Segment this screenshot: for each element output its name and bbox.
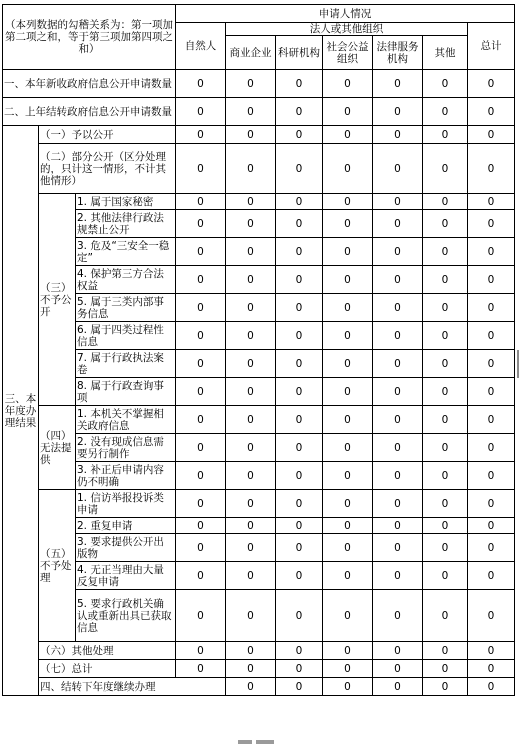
value-cell: 0: [423, 194, 468, 210]
value-cell: 0: [226, 294, 276, 322]
value-cell: 0: [226, 518, 276, 534]
value-cell: 0: [276, 462, 323, 490]
value-cell: 0: [468, 462, 515, 490]
value-cell: 0: [176, 70, 226, 98]
header-note: （本列数据的勾稽关系为：第一项加第二项之和，等于第三项加第四项之和）: [3, 5, 176, 70]
value-cell: 0: [226, 210, 276, 238]
value-cell: 0: [176, 590, 226, 642]
table-row: [3, 678, 515, 696]
value-cell: 0: [468, 490, 515, 518]
sheet-tab-marker: [238, 740, 252, 744]
value-cell: 0: [423, 294, 468, 322]
value-cell: 0: [276, 562, 323, 590]
value-cell: 0: [423, 590, 468, 642]
value-cell: 0: [226, 490, 276, 518]
value-cell: 0: [423, 678, 468, 696]
subgroup-label: （五）不予处理: [39, 490, 76, 642]
value-cell: 0: [276, 210, 323, 238]
value-cell: 0: [468, 144, 515, 194]
value-cell: 0: [176, 518, 226, 534]
row-label: （一）予以公开: [39, 126, 176, 144]
value-cell: 0: [468, 210, 515, 238]
value-cell: 0: [276, 238, 323, 266]
value-cell: 0: [468, 98, 515, 126]
table-row: [3, 378, 515, 406]
value-cell: 0: [468, 406, 515, 434]
header-sub-column: 商业企业: [226, 36, 276, 70]
value-cell: 0: [176, 378, 226, 406]
value-cell: 0: [176, 98, 226, 126]
value-cell: 0: [226, 144, 276, 194]
table-row: [3, 490, 515, 518]
value-cell: 0: [276, 98, 323, 126]
value-cell: 0: [276, 322, 323, 350]
group-label: 三、本年度办理结果: [3, 126, 39, 696]
value-cell: 0: [323, 562, 373, 590]
value-cell: 0: [176, 194, 226, 210]
value-cell: 0: [226, 378, 276, 406]
value-cell: 0: [373, 434, 423, 462]
value-cell: 0: [468, 322, 515, 350]
value-cell: 0: [176, 238, 226, 266]
value-cell: 0: [226, 98, 276, 126]
value-cell: 0: [423, 322, 468, 350]
value-cell: 0: [468, 294, 515, 322]
value-cell: 0: [423, 534, 468, 562]
value-cell: 0: [423, 660, 468, 678]
table-row: [3, 294, 515, 322]
value-cell: 0: [226, 678, 276, 696]
row-label: 1. 属于国家秘密: [76, 194, 176, 210]
value-cell: 0: [468, 562, 515, 590]
value-cell: 0: [423, 518, 468, 534]
value-cell: 0: [276, 294, 323, 322]
value-cell: 0: [323, 350, 373, 378]
value-cell: 0: [468, 434, 515, 462]
row-label: 3. 补正后申请内容仍不明确: [76, 462, 176, 490]
value-cell: 0: [176, 350, 226, 378]
value-cell: 0: [226, 534, 276, 562]
table-row: [3, 350, 515, 378]
value-cell: 0: [276, 490, 323, 518]
value-cell: 0: [423, 378, 468, 406]
table-row: [3, 660, 515, 678]
value-cell: 0: [276, 534, 323, 562]
table-row: [3, 322, 515, 350]
value-cell: 0: [176, 322, 226, 350]
table-row: [3, 590, 515, 642]
header-sub-column: 社会公益组织: [323, 36, 373, 70]
value-cell: 0: [226, 322, 276, 350]
row-label: 一、本年新收政府信息公开申请数量: [3, 70, 176, 98]
table-row: [3, 518, 515, 534]
value-cell: 0: [276, 660, 323, 678]
value-cell: 0: [423, 126, 468, 144]
value-cell: 0: [373, 660, 423, 678]
value-cell: 0: [468, 534, 515, 562]
value-cell: 0: [423, 266, 468, 294]
value-cell: 0: [373, 70, 423, 98]
value-cell: 0: [323, 194, 373, 210]
subgroup-label: （四）无法提供: [39, 406, 76, 490]
value-cell: 0: [373, 350, 423, 378]
value-cell: 0: [276, 266, 323, 294]
value-cell: 0: [226, 194, 276, 210]
header-applicant: 申请人情况: [176, 5, 515, 23]
value-cell: 0: [176, 144, 226, 194]
value-cell: 0: [226, 350, 276, 378]
value-cell: 0: [468, 518, 515, 534]
table-row: [3, 98, 515, 126]
row-label: 4. 保护第三方合法权益: [76, 266, 176, 294]
value-cell: 0: [373, 238, 423, 266]
row-label: 2. 重复申请: [76, 518, 176, 534]
value-cell: 0: [226, 642, 276, 660]
row-label: （七）总计: [39, 660, 176, 678]
row-label: 7. 属于行政执法案卷: [76, 350, 176, 378]
value-cell: 0: [323, 294, 373, 322]
value-cell: 0: [423, 406, 468, 434]
value-cell: 0: [468, 70, 515, 98]
value-cell: 0: [276, 642, 323, 660]
row-label: 1. 本机关不掌握相关政府信息: [76, 406, 176, 434]
value-cell: 0: [373, 210, 423, 238]
value-cell: 0: [423, 434, 468, 462]
row-label: 5. 属于三类内部事务信息: [76, 294, 176, 322]
row-label: 四、结转下年度继续办理: [39, 678, 226, 696]
value-cell: 0: [226, 660, 276, 678]
value-cell: 0: [276, 378, 323, 406]
value-cell: 0: [423, 562, 468, 590]
row-label: 8. 属于行政查询事项: [76, 378, 176, 406]
value-cell: 0: [468, 238, 515, 266]
value-cell: 0: [323, 126, 373, 144]
value-cell: 0: [373, 518, 423, 534]
value-cell: 0: [176, 434, 226, 462]
value-cell: 0: [323, 210, 373, 238]
value-cell: 0: [468, 126, 515, 144]
value-cell: 0: [423, 98, 468, 126]
value-cell: 0: [226, 70, 276, 98]
value-cell: 0: [323, 590, 373, 642]
value-cell: 0: [323, 434, 373, 462]
value-cell: 0: [373, 642, 423, 660]
value-cell: 0: [323, 238, 373, 266]
row-label: （二）部分公开（区分处理的，只计这一情形，不计其他情形）: [39, 144, 176, 194]
row-label: 2. 其他法律行政法规禁止公开: [76, 210, 176, 238]
value-cell: 0: [423, 350, 468, 378]
table-row: [3, 266, 515, 294]
table-row: [3, 194, 515, 210]
row-label: 1. 信访举报投诉类申请: [76, 490, 176, 518]
value-cell: 0: [468, 350, 515, 378]
table-row: [3, 562, 515, 590]
value-cell: 0: [323, 518, 373, 534]
value-cell: 0: [323, 534, 373, 562]
row-label: 二、上年结转政府信息公开申请数量: [3, 98, 176, 126]
table-row: [3, 144, 515, 194]
table-row: [3, 210, 515, 238]
row-label: 3. 危及“三安全一稳定”: [76, 238, 176, 266]
value-cell: 0: [373, 590, 423, 642]
value-cell: 0: [276, 126, 323, 144]
table-row: [3, 462, 515, 490]
value-cell: 0: [323, 322, 373, 350]
value-cell: 0: [373, 322, 423, 350]
value-cell: 0: [323, 462, 373, 490]
header-total: 总计: [468, 23, 515, 70]
value-cell: 0: [373, 562, 423, 590]
value-cell: 0: [468, 194, 515, 210]
value-cell: 0: [276, 434, 323, 462]
statistics-table: [2, 4, 515, 696]
value-cell: 0: [323, 660, 373, 678]
value-cell: 0: [423, 642, 468, 660]
value-cell: 0: [276, 678, 323, 696]
value-cell: 0: [423, 144, 468, 194]
value-cell: 0: [176, 462, 226, 490]
value-cell: 0: [276, 194, 323, 210]
value-cell: 0: [276, 590, 323, 642]
value-cell: 0: [323, 70, 373, 98]
value-cell: 0: [468, 678, 515, 696]
row-label: 5. 要求行政机关确认或重新出具已获取信息: [76, 590, 176, 642]
value-cell: 0: [373, 678, 423, 696]
row-label: 3. 要求提供公开出版物: [76, 534, 176, 562]
header-sub-column: 其他: [423, 36, 468, 70]
value-cell: 0: [226, 562, 276, 590]
value-cell: 0: [226, 126, 276, 144]
value-cell: 0: [468, 660, 515, 678]
value-cell: 0: [276, 518, 323, 534]
value-cell: 0: [276, 406, 323, 434]
value-cell: 0: [323, 98, 373, 126]
row-label: 4. 无正当理由大量反复申请: [76, 562, 176, 590]
value-cell: 0: [373, 266, 423, 294]
value-cell: 0: [373, 534, 423, 562]
value-cell: 0: [323, 378, 373, 406]
header-natural-person: 自然人: [176, 23, 226, 70]
value-cell: 0: [323, 678, 373, 696]
value-cell: 0: [176, 210, 226, 238]
header-sub-column: 科研机构: [276, 36, 323, 70]
value-cell: 0: [176, 490, 226, 518]
value-cell: 0: [226, 434, 276, 462]
value-cell: 0: [226, 462, 276, 490]
value-cell: 0: [176, 642, 226, 660]
value-cell: 0: [373, 98, 423, 126]
value-cell: 0: [226, 238, 276, 266]
value-cell: 0: [423, 210, 468, 238]
value-cell: 0: [468, 642, 515, 660]
value-cell: 0: [373, 490, 423, 518]
value-cell: 0: [323, 642, 373, 660]
value-cell: 0: [323, 266, 373, 294]
value-cell: 0: [423, 462, 468, 490]
value-cell: 0: [176, 294, 226, 322]
value-cell: 0: [176, 660, 226, 678]
table-row: [3, 642, 515, 660]
value-cell: 0: [176, 126, 226, 144]
row-label: （六）其他处理: [39, 642, 176, 660]
value-cell: 0: [423, 70, 468, 98]
value-cell: 0: [373, 126, 423, 144]
scrollbar-marker: [517, 350, 519, 378]
subgroup-label: （三）不予公开: [39, 194, 76, 406]
value-cell: 0: [176, 534, 226, 562]
value-cell: 0: [423, 490, 468, 518]
value-cell: 0: [373, 194, 423, 210]
value-cell: 0: [323, 144, 373, 194]
value-cell: 0: [176, 266, 226, 294]
header-sub-column: 法律服务机构: [373, 36, 423, 70]
table-row: [3, 70, 515, 98]
value-cell: 0: [423, 238, 468, 266]
value-cell: 0: [468, 378, 515, 406]
value-cell: 0: [468, 266, 515, 294]
value-cell: 0: [373, 406, 423, 434]
value-cell: 0: [226, 266, 276, 294]
value-cell: 0: [276, 144, 323, 194]
value-cell: 0: [276, 70, 323, 98]
value-cell: 0: [176, 406, 226, 434]
sheet-tab-marker: [256, 740, 274, 744]
table-row: [3, 434, 515, 462]
row-label: 6. 属于四类过程性信息: [76, 322, 176, 350]
value-cell: 0: [176, 562, 226, 590]
table-row: [3, 534, 515, 562]
value-cell: 0: [373, 378, 423, 406]
value-cell: 0: [226, 406, 276, 434]
value-cell: 0: [323, 406, 373, 434]
value-cell: 0: [373, 462, 423, 490]
value-cell: 0: [276, 350, 323, 378]
row-label: 2. 没有现成信息需要另行制作: [76, 434, 176, 462]
table-row: [3, 126, 515, 144]
table-row: [3, 406, 515, 434]
value-cell: 0: [373, 144, 423, 194]
header-legal-org: 法人或其他组织: [226, 23, 468, 36]
table-row: [3, 238, 515, 266]
value-cell: 0: [373, 294, 423, 322]
value-cell: 0: [226, 590, 276, 642]
value-cell: 0: [468, 590, 515, 642]
value-cell: 0: [323, 490, 373, 518]
